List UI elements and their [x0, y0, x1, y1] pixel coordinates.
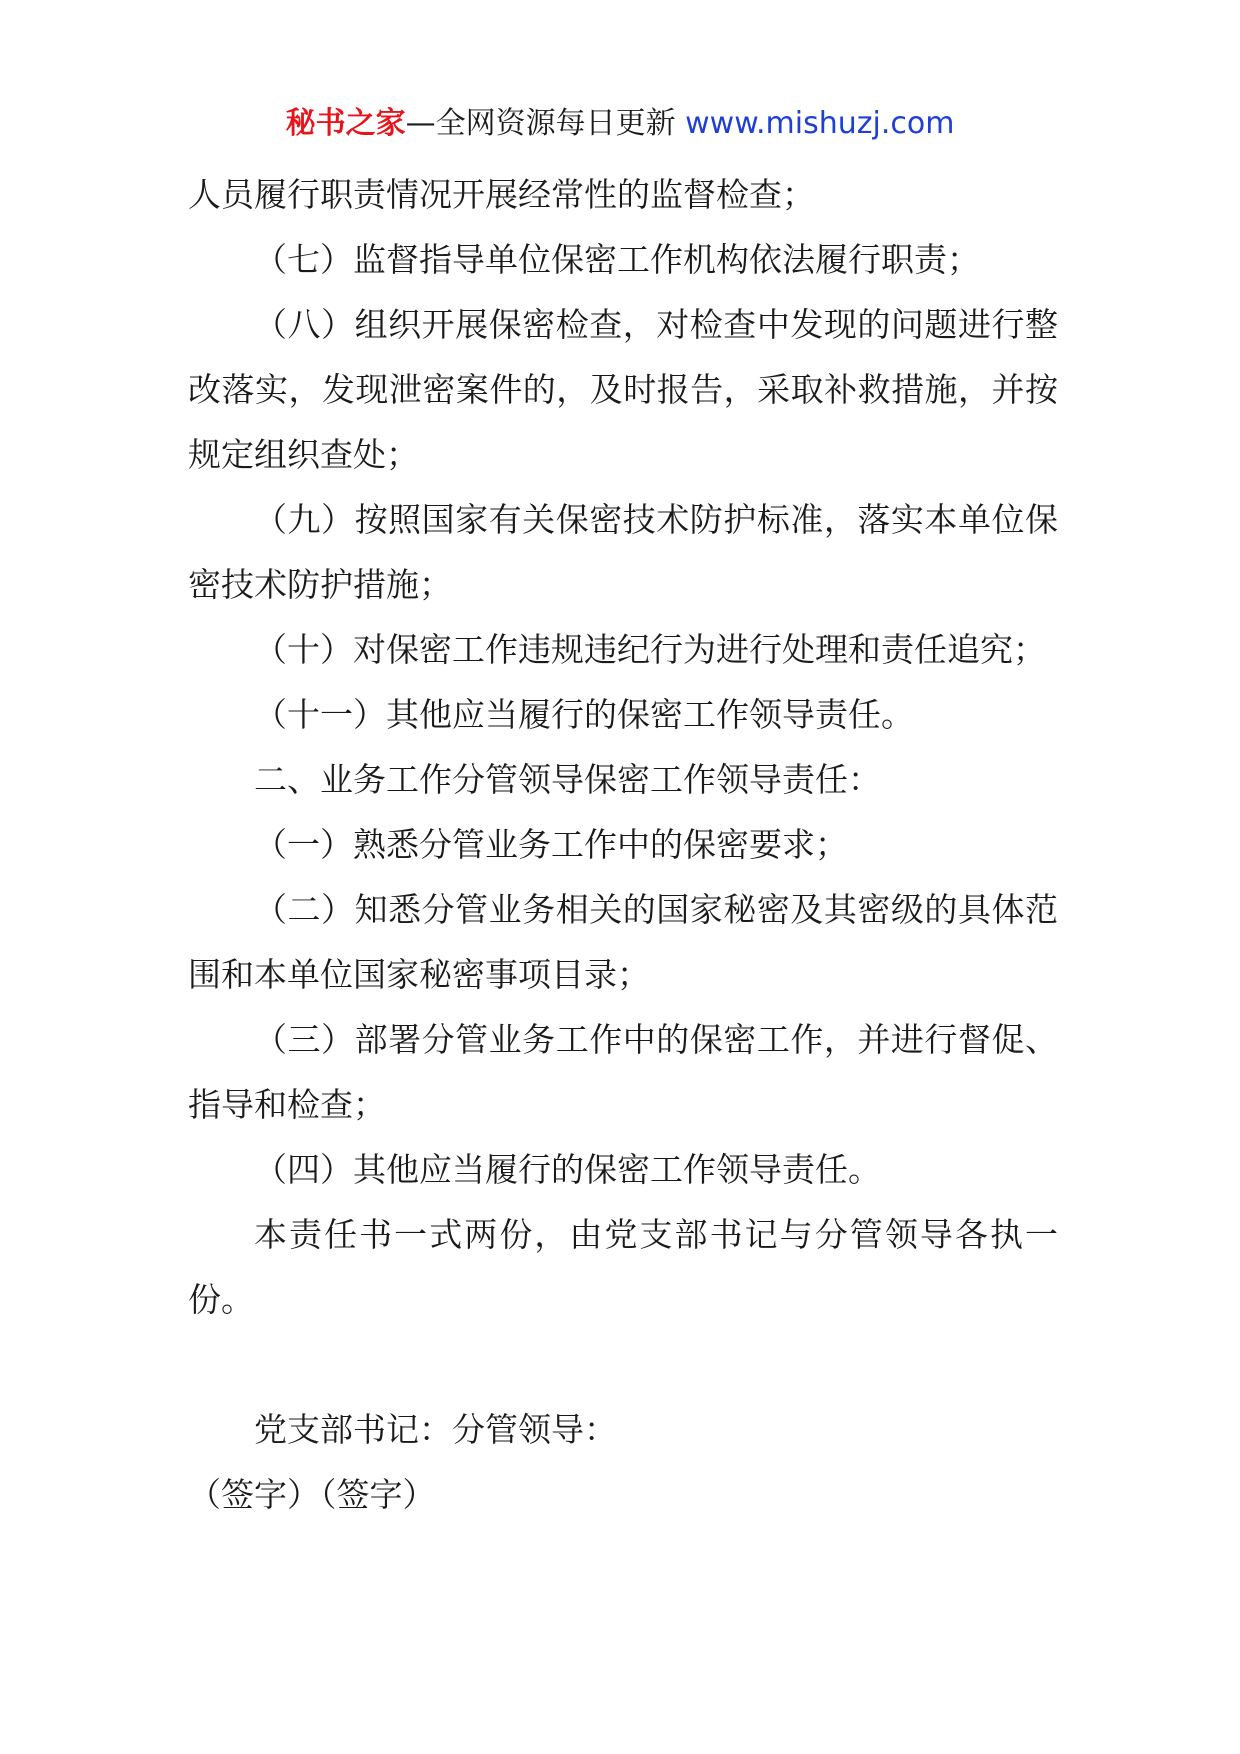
site-tagline: —全网资源每日更新 — [405, 106, 686, 141]
item-four: （四）其他应当履行的保密工作领导责任。 — [254, 1150, 881, 1189]
blank-line — [188, 1332, 1058, 1397]
continuation-paragraph: 人员履行职责情况开展经常性的监督检查； — [188, 175, 815, 214]
item-ten: （十）对保密工作违规违纪行为进行处理和责任追究； — [254, 630, 1046, 669]
document-body — [188, 162, 1058, 1527]
section-two-heading: 二、业务工作分管领导保密工作领导责任： — [254, 760, 881, 799]
item-eight: （八）组织开展保密检查，对检查中发现的问题进行整改落实，发现泄密案件的，及时报告，采取补救措施，并按规定组织查处； — [188, 305, 1058, 474]
site-url-link[interactable]: www.mishuzj.com — [685, 106, 955, 141]
item-seven: （七）监督指导单位保密工作机构依法履行职责； — [254, 240, 980, 279]
item-two: （二）知悉分管业务相关的国家秘密及其密级的具体范围和本单位国家秘密事项目录； — [188, 890, 1058, 994]
site-header — [0, 102, 1240, 146]
item-one: （一）熟悉分管业务工作中的保密要求； — [254, 825, 848, 864]
item-eleven: （十一）其他应当履行的保密工作领导责任。 — [254, 695, 914, 734]
item-three: （三）部署分管业务工作中的保密工作，并进行督促、指导和检查； — [188, 1020, 1058, 1124]
closing-paragraph: 本责任书一式两份，由党支部书记与分管领导各执一份。 — [188, 1215, 1058, 1319]
signature-placeholders: （签字）（签字） — [188, 1475, 436, 1514]
item-nine: （九）按照国家有关保密技术防护标准，落实本单位保密技术防护措施； — [188, 500, 1058, 604]
site-brand: 秘书之家 — [285, 106, 406, 141]
signers-line: 党支部书记：分管领导： — [254, 1410, 617, 1449]
